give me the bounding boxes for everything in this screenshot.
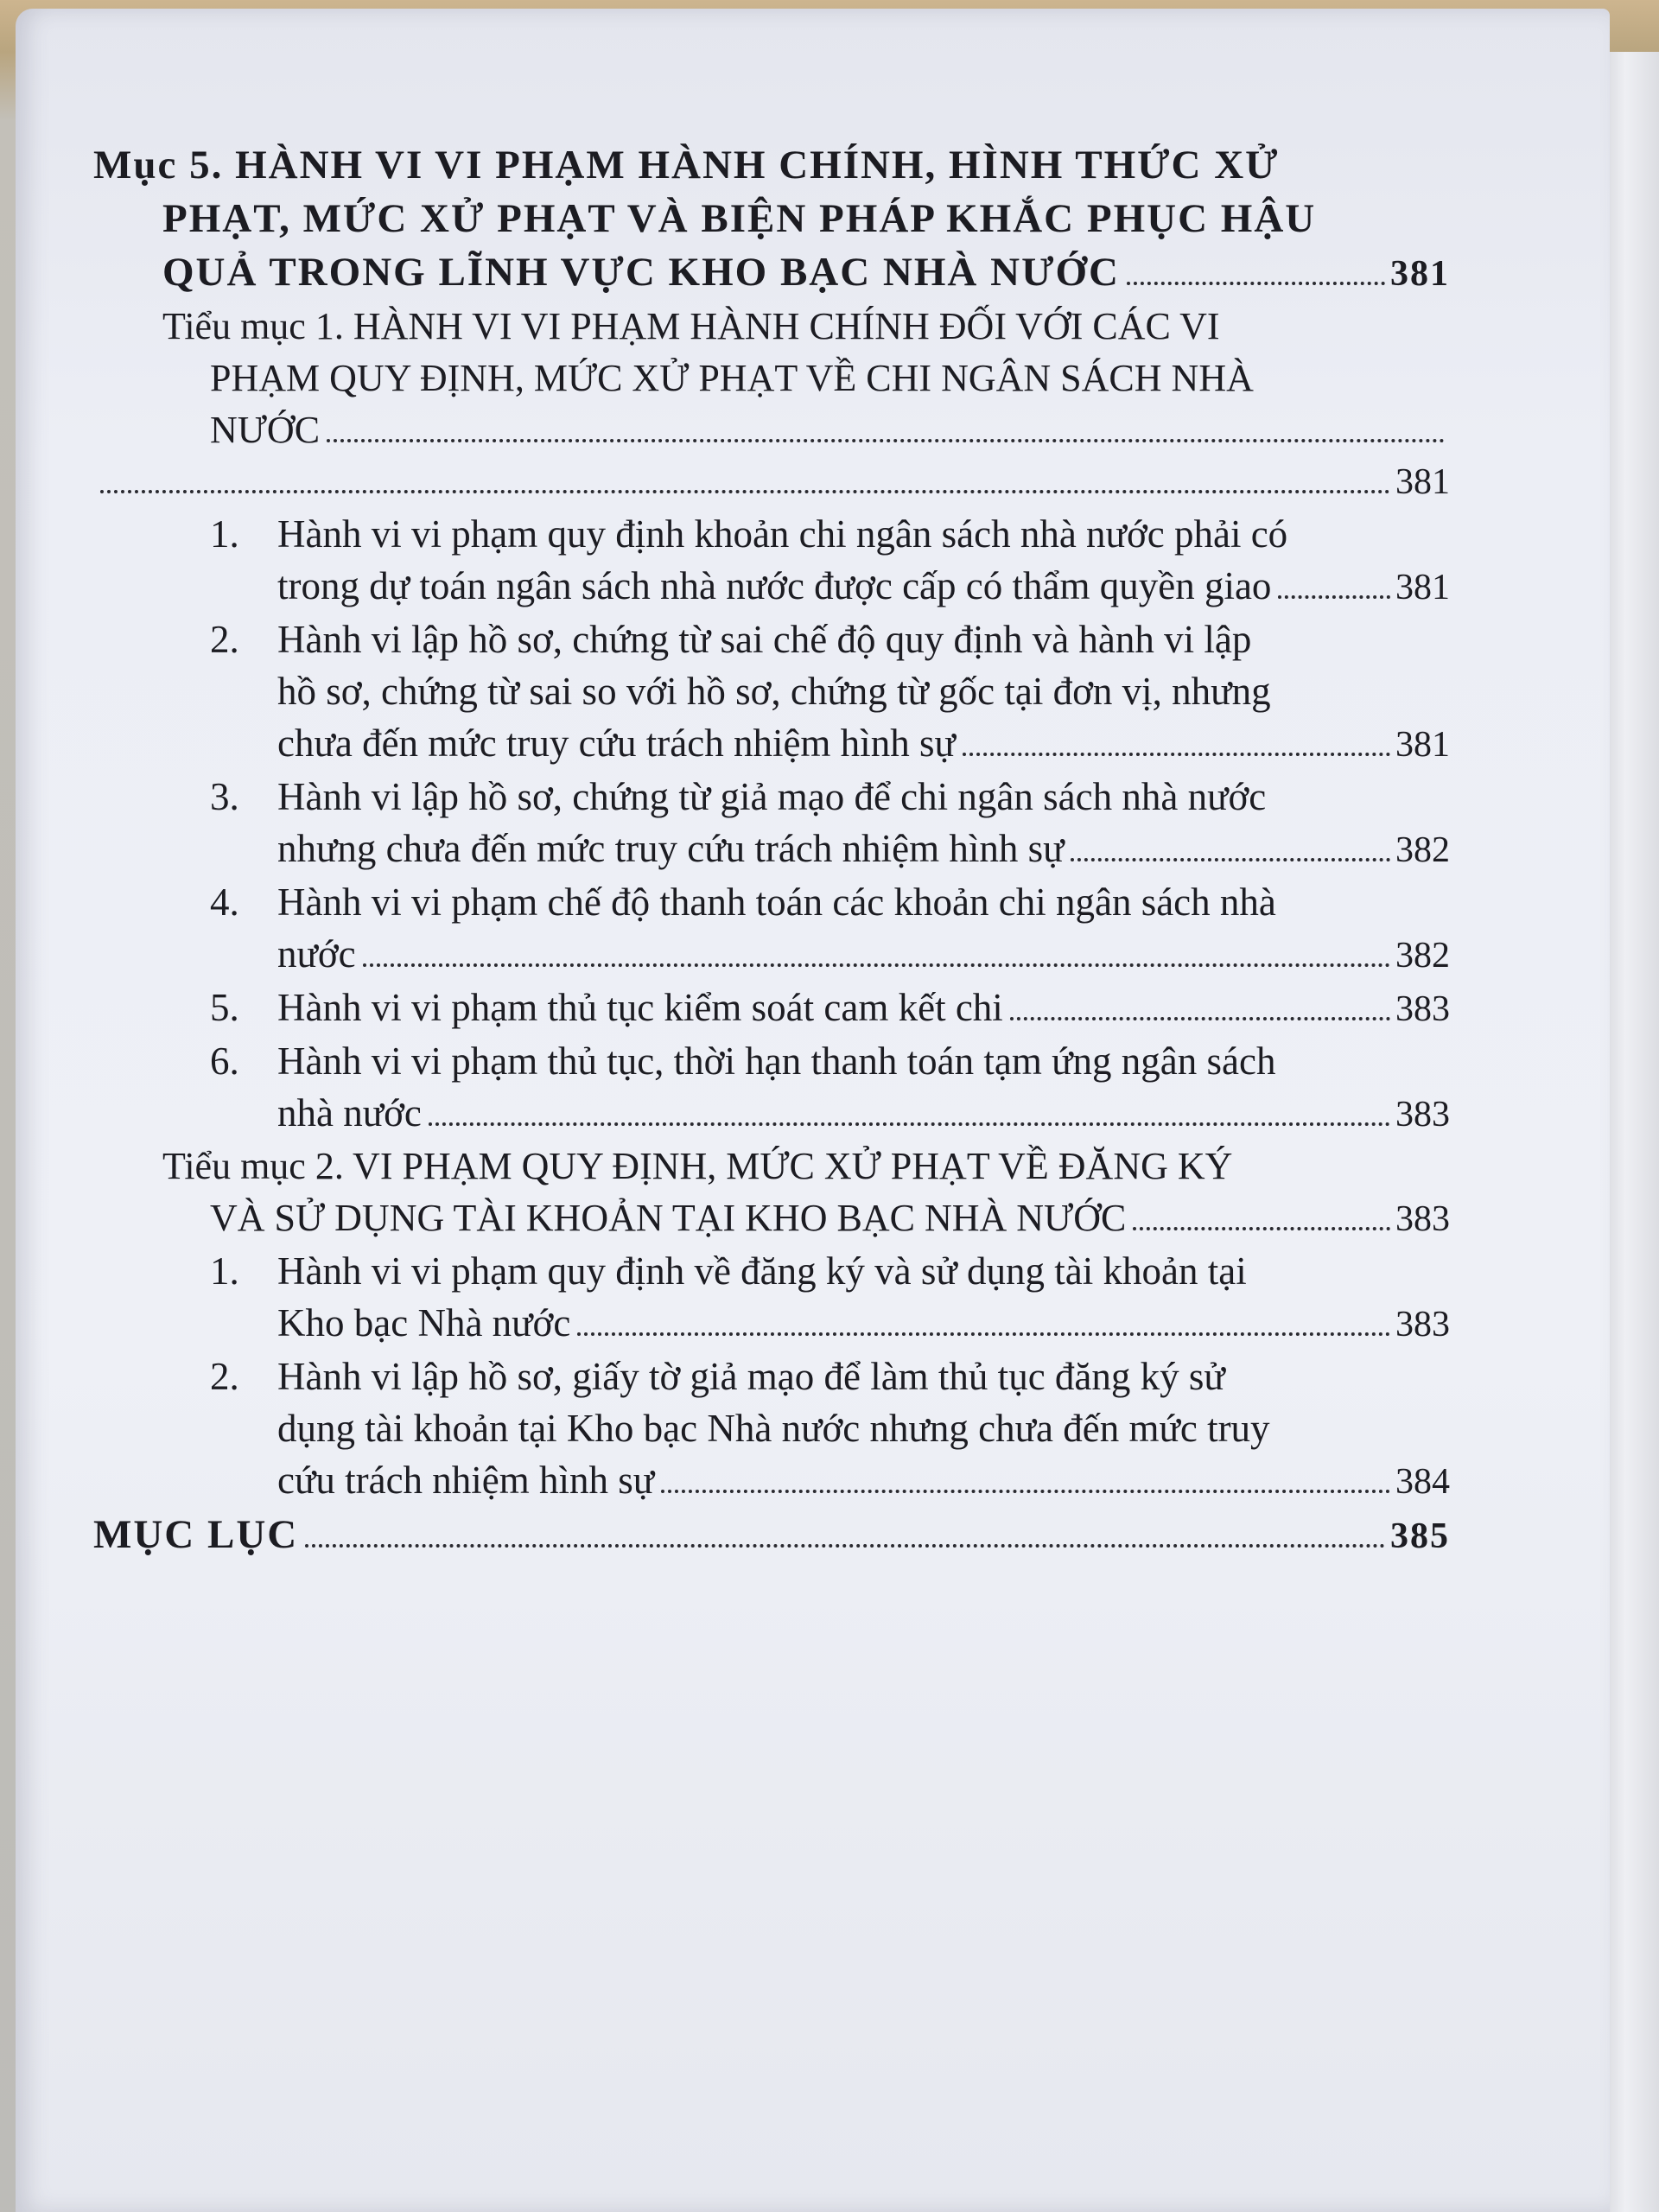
section-5-title-last-line (93, 245, 1450, 301)
toc-item (93, 1245, 1450, 1351)
toc-item (93, 508, 1450, 613)
toc-item (93, 876, 1450, 982)
subsection-1-title-last-line (93, 404, 1450, 456)
toc-item-text: Hành vi lập hồ sơ, chứng từ giả mạo để chi ngân sách nhà nước (277, 775, 1267, 818)
toc-item (93, 1035, 1450, 1141)
next-page-edge (1603, 52, 1659, 2212)
toc-item-text: Hành vi vi phạm quy định khoản chi ngân sách nhà nước phải có (277, 512, 1288, 556)
toc-item-number: 3. (210, 775, 239, 818)
toc-item-last-line (93, 560, 1450, 613)
dot-leader (363, 963, 1390, 967)
table-of-contents (93, 138, 1450, 1563)
toc-item-text: hồ sơ, chứng từ sai so với hồ sơ, chứng từ gốc tại đơn vị, nhưng (277, 670, 1271, 713)
subsection-1-items (93, 508, 1450, 1141)
toc-item-last-line (93, 1454, 1450, 1508)
toc-item-text: Hành vi lập hồ sơ, giấy tờ giả mạo để làm thủ tục đăng ký sử (277, 1355, 1225, 1398)
toc-item-number: 1. (210, 512, 239, 556)
toc-item-last-line (93, 1297, 1450, 1351)
toc-item-text: trong dự toán ngân sách nhà nước được cấp có thẩm quyền giao (277, 564, 1272, 607)
toc-item-last-line (93, 1087, 1450, 1141)
subsection-2-title-text: VÀ SỬ DỤNG TÀI KHOẢN TẠI KHO BẠC NHÀ NƯỚC (210, 1197, 1127, 1239)
toc-item-page-number: 384 (1395, 1462, 1450, 1502)
dot-leader (661, 1490, 1390, 1493)
book-page (16, 9, 1610, 2212)
toc-item-line (93, 1402, 1450, 1454)
toc-item-number: 6. (210, 1039, 239, 1083)
toc-item-text: Hành vi vi phạm thủ tục, thời hạn thanh toán tạm ứng ngân sách (277, 1039, 1276, 1083)
toc-item-text: Hành vi vi phạm quy định về đăng ký và sử dụng tài khoản tại (277, 1249, 1247, 1293)
subsection-2-title-last-line (93, 1192, 1450, 1245)
subsection-2-items (93, 1245, 1450, 1508)
toc-item-last-line (93, 982, 1450, 1035)
dot-leader (429, 1122, 1390, 1126)
dot-leader (1127, 282, 1385, 285)
subsection-2-title-line-1: Tiểu mục 2. VI PHẠM QUY ĐỊNH, MỨC XỬ PHẠT VỀ ĐĂNG KÝ (162, 1145, 1233, 1187)
dot-leader (1010, 1017, 1390, 1020)
toc-item-text: cứu trách nhiệm hình sự (277, 1459, 655, 1502)
toc-item-last-line (93, 717, 1450, 771)
toc-item-text: chưa đến mức truy cứu trách nhiệm hình sự (277, 721, 956, 765)
dot-leader (1133, 1227, 1390, 1230)
subsection-2-page-number: 383 (1395, 1199, 1450, 1239)
toc-item-line (93, 1035, 1450, 1087)
toc-item (93, 771, 1450, 876)
section-5-title-line-1: Mục 5. HÀNH VI VI PHẠM HÀNH CHÍNH, HÌNH THỨC XỬ (93, 143, 1280, 188)
dot-leader (305, 1544, 1385, 1548)
toc-item-page-number: 383 (1395, 989, 1450, 1029)
subsection-1-title-line-2: PHẠM QUY ĐỊNH, MỨC XỬ PHẠT VỀ CHI NGÂN SÁCH NHÀ (210, 357, 1254, 399)
toc-item-number: 5. (210, 986, 239, 1029)
subsection-1-page-number: 381 (1395, 462, 1450, 502)
toc-item-page-number: 383 (1395, 1095, 1450, 1135)
toc-section-5 (93, 138, 1450, 301)
toc-item-text: nhà nước (277, 1091, 422, 1135)
dot-leader (327, 439, 1445, 442)
toc-item-number: 2. (210, 1355, 239, 1398)
toc-item-last-line (93, 823, 1450, 876)
dot-leader (1071, 858, 1390, 861)
toc-item-line (93, 876, 1450, 928)
dot-leader (577, 1332, 1390, 1336)
toc-item (93, 1351, 1450, 1508)
toc-item-last-line (93, 928, 1450, 982)
toc-item-text: dụng tài khoản tại Kho bạc Nhà nước nhưng chưa đến mức truy (277, 1407, 1270, 1450)
toc-item-page-number: 381 (1395, 568, 1450, 607)
toc-item (93, 613, 1450, 771)
subsection-1-page-line (93, 456, 1450, 508)
toc-item-line (93, 508, 1450, 560)
subsection-1-title-line-1: Tiểu mục 1. HÀNH VI VI PHẠM HÀNH CHÍNH ĐỐI VỚI CÁC VI (162, 305, 1220, 347)
toc-subsection-1 (93, 301, 1450, 1141)
section-5-title-text: QUẢ TRONG LĨNH VỰC KHO BẠC NHÀ NƯỚC (162, 250, 1120, 295)
toc-item-number: 2. (210, 618, 239, 661)
toc-item-page-number: 382 (1395, 830, 1450, 870)
contents-label: MỤC LỤC (93, 1512, 299, 1557)
toc-item-text: Kho bạc Nhà nước (277, 1301, 571, 1344)
toc-item-page-number: 382 (1395, 936, 1450, 976)
toc-item-number: 4. (210, 880, 239, 924)
contents-page-number: 385 (1390, 1516, 1450, 1556)
toc-item-page-number: 383 (1395, 1305, 1450, 1344)
toc-item-text: Hành vi vi phạm thủ tục kiểm soát cam kết chi (277, 986, 1003, 1029)
toc-item-page-number: 381 (1395, 725, 1450, 765)
toc-item-text: nhưng chưa đến mức truy cứu trách nhiệm hình sự (277, 827, 1065, 870)
toc-subsection-2 (93, 1141, 1450, 1508)
section-5-page-number: 381 (1390, 254, 1450, 294)
toc-item-text: nước (277, 932, 356, 976)
toc-item-line (93, 665, 1450, 717)
toc-item-text: Hành vi lập hồ sơ, chứng từ sai chế độ quy định và hành vi lập (277, 618, 1252, 661)
toc-item (93, 982, 1450, 1035)
dot-leader (100, 490, 1390, 493)
toc-item-line (93, 771, 1450, 823)
subsection-1-title-text: NƯỚC (210, 409, 321, 451)
section-5-title-line-2: PHẠT, MỨC XỬ PHẠT VÀ BIỆN PHÁP KHẮC PHỤC HẬU (162, 196, 1317, 241)
toc-item-line (93, 613, 1450, 665)
dot-leader (963, 753, 1390, 756)
dot-leader (1278, 595, 1390, 599)
toc-item-number: 1. (210, 1249, 239, 1293)
toc-item-line (93, 1245, 1450, 1297)
toc-item-text: Hành vi vi phạm chế độ thanh toán các khoản chi ngân sách nhà (277, 880, 1276, 924)
toc-item-line (93, 1351, 1450, 1402)
toc-contents-entry (93, 1508, 1450, 1563)
